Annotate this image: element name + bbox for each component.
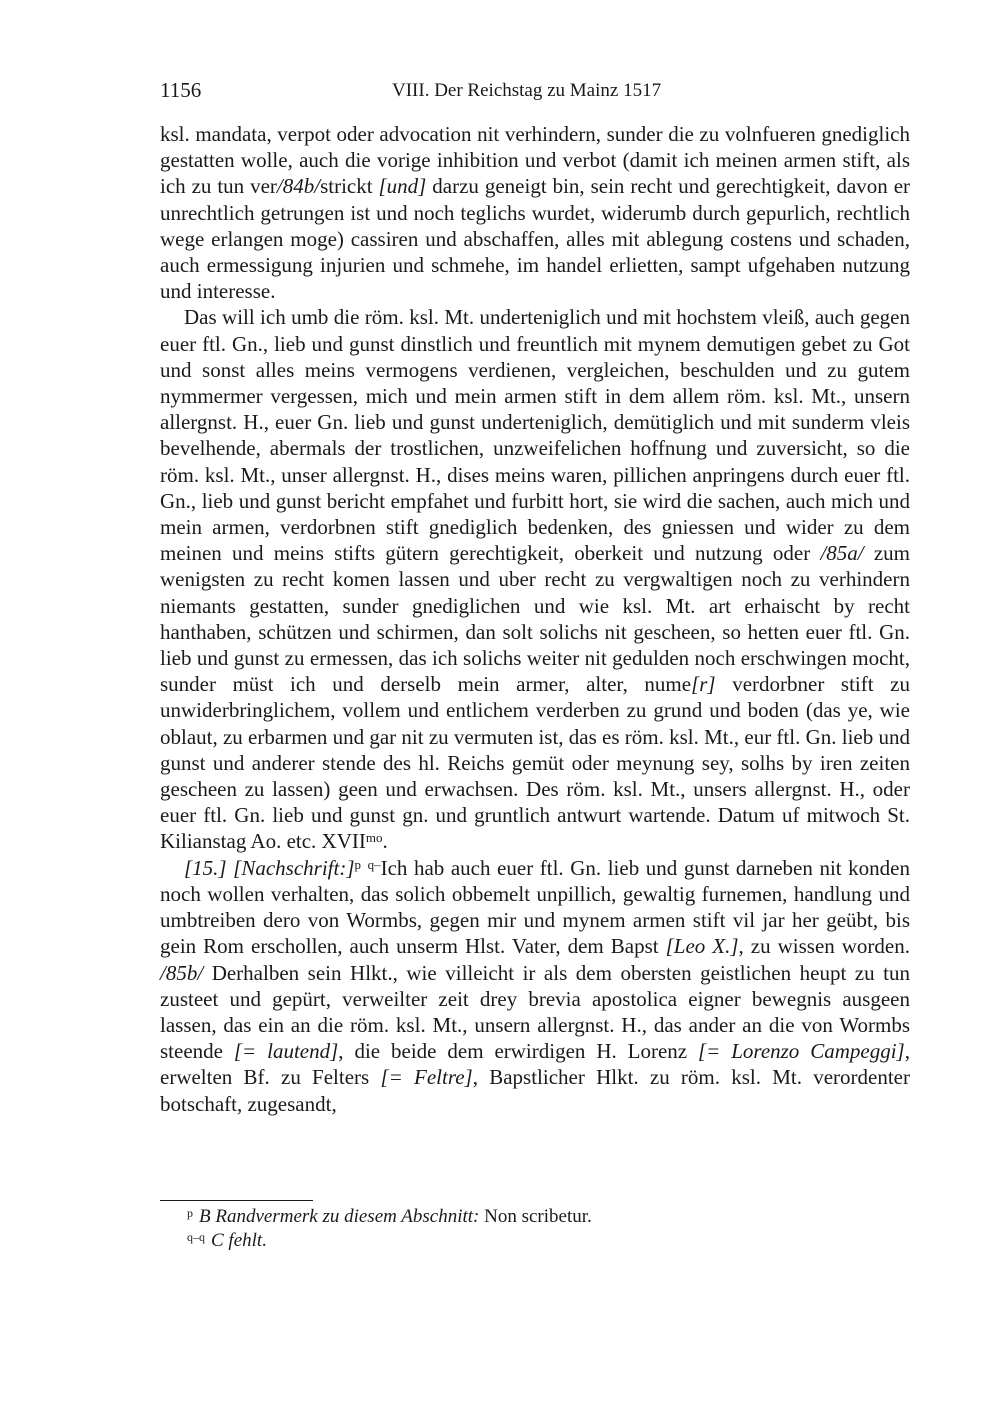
p3-text-4: , die beide dem erwirdigen H. Lorenz [338,1039,698,1064]
footnote-p-text: Non scribetur. [479,1206,592,1227]
folio-85a: /85a/ [820,541,864,566]
folio-85b: /85b/ [160,960,204,985]
p2-text-3: verdorbner stift zu unwiderbringlichem, vollem und entlichem verderben zu grund und boden (das ye, wie oblaut, zu erbarmen und gar nit zu vermuten ist, das es röm. ksl. Mt., eur ftl. Gn. lieb und gunst und anderer stende des hl. Reichs gemüt oder meynung sey, solhs by iren zeiten gescheen zu lassen) geen und erwachsen. Des röm. ksl. Mt., unsers allergnst. H., oder euer ftl. Gn. lieb und gunst gn. und gruntlich antwurt wartende. Datum uf mitwoch St. Kilianstag Ao. etc. XVII [160,672,911,854]
p3-text-3: Derhalben sein Hlkt., wie villeicht ir als dem obersten geistlichen heupt zu tun zusteet und gepürt, verweilter zeit drey brevia apostolica eigner bewegnis ausgeen lassen, das ein an die röm. ksl. Mt., unsern allergnst. H., das ander an die von Wormbs steende [160,960,910,1064]
running-title: VIII. Der Reichstag zu Mainz 1517 [392,80,662,101]
p3-text-1: Ich hab auch euer ftl. Gn. lieb und gunst darneben nit konden noch wollen verhalten, das solich obbemelt unpillich, gewaltig furnemen, handlung und umbtreiben dero von Wormbs, gegen mir und mynem armen stift vil jar her geübt, bis gein Rom erschollen, auch unserm Hlst. Vater, dem Bapst [160,855,910,959]
paragraph-1 [160,121,910,304]
footnote-divider [160,1200,313,1201]
editorial-lautend: [= lautend] [233,1039,339,1064]
footnote-ref-p: p [354,856,361,872]
folio-84b: /84b/ [276,174,321,199]
section-number: [15.] [Nachschrift:] [184,855,355,880]
footnote-mark-p: p [187,1206,193,1220]
editorial-feltre: [= Feltre] [380,1065,473,1090]
p1-text-1: ksl. mandata, verpot oder advocation nit verhindern, sunder die zu volnfueren gnediglich gestatten wolle, auch die vorige inhibition und verbot (damit ich meinen armen stift, als ich zu tun ver [160,122,910,199]
p2-text-1: Das will ich umb die röm. ksl. Mt. underteniglich und mit hochstem vleiß, auch gegen euer ftl. Gn., lieb und gunst dinstlich und freuntlich mit mynem demutigen gebet zu Got und sonst alles meins vermogens verdienen, vergleichen, beschulden und zu gutem nymmermer vergessen, mich und mein armen stift in dem allem röm. ksl. Mt., unsern allergnst. H., euer Gn. lieb und gunst underteniglich, demütiglich und mit sunderm vleis bevelhende, abermals der trostlichen, unzweifelichen hoffnung und zuversicht, so die röm. ksl. Mt., unser allergnst. H., dises meins waren, pillichen anpringens durch euer ftl. Gn., lieb und gunst bericht empfahet und furbitt hort, sie wird die sachen, auch mich und mein armen, verdorbnen stift gnediglich bedenken, des gniessen und wider zu dem meinen und meins stifts gütern gerechtigkeit, oberkeit und nutzung oder [160,305,910,566]
p3-text-5: , erwelten Bf. zu Felters [160,1039,910,1090]
editorial-r: [r] [691,672,716,697]
footnote-q-label: C fehlt. [211,1230,267,1251]
superscript-mo: mo [365,830,383,846]
editorial-lorenzo: [= Lorenzo Campeggi] [698,1039,905,1064]
footnote-ref-q: q– [367,856,381,872]
p2-end: . [382,829,388,854]
p1-text-2: strickt [320,174,379,199]
p3-text-6: , Bapstlicher Hlkt. zu röm. ksl. Mt. verordenter botschaft, zugesandt, [160,1065,910,1116]
page-header [160,78,910,108]
editorial-und: [und] [378,174,427,199]
footnote-mark-q: q–q [187,1230,205,1244]
body-text [160,121,910,1117]
paragraph-2 [160,304,910,854]
p3-text-2: , zu wissen worden. [738,934,910,959]
paragraph-3 [160,855,910,1117]
footnotes [187,1205,907,1253]
page-number: 1156 [160,78,202,102]
footnote-q [187,1229,907,1253]
p2-text-2: zum wenigsten zu recht komen lassen und uber recht zu vergwaltigen noch zu verhindern niemants gestatten, sunder gnediglichen und wie ksl. Mt. art erhaischt by recht hanthaben, schützen und schirmen, dan solt solichs nit gescheen, so hetten euer ftl. Gn. lieb und gunst zu ermessen, das ich solichs weiter nit gedulden noch erschwingen mocht, sunder müst ich und derselb mein armer, alter, nume [160,541,910,697]
footnote-p-label: B Randvermerk zu diesem Abschnitt: [199,1206,480,1227]
editorial-leo: [Leo X.] [665,934,739,959]
p1-text-3: darzu geneigt bin, sein recht und gerechtigkeit, davon er unrechtlich getrungen ist und noch teglichs wurdet, widerumb durch gepurlich, rechtlich wege erlangen moge) cassiren und abschaffen, alles mit ablegung costens und schaden, auch ermessigung injurien und schmehe, im handel erlietten, sampt ufgehaben nutzung und interesse. [160,174,911,304]
footnote-p [187,1205,907,1229]
